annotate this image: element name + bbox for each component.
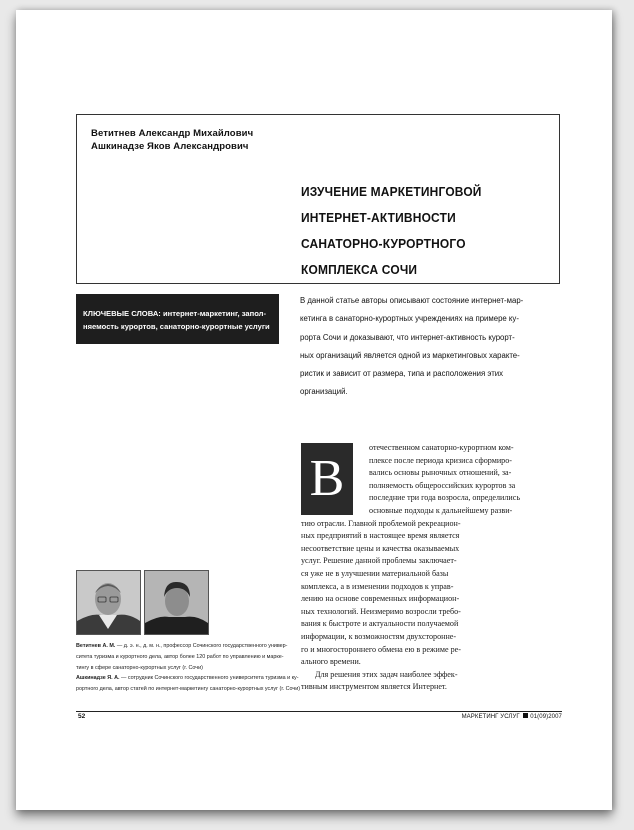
- body-line: вания к быстроте и актуальности получаемой: [301, 619, 459, 629]
- author-name-1: Ветитнев Александр Михайлович: [91, 128, 254, 139]
- abstract: [300, 292, 562, 402]
- article-title: [301, 179, 531, 283]
- body-line: несоответствие цены и качества оказываемых: [301, 543, 460, 553]
- body-line: го и многостороннего обмена ею в режиме ре-: [301, 644, 461, 654]
- body-line: лению на основе современных информацион-: [301, 594, 460, 604]
- keywords-line-1: КЛЮЧЕВЫЕ СЛОВА: интернет-маркетинг, запол-: [83, 309, 267, 318]
- footer-divider: [76, 711, 562, 712]
- bio-author-1-line-3: тингу в сфере санаторно-курортных услуг (г. Сочи): [76, 664, 203, 671]
- title-line-4: КОМПЛЕКСА СОЧИ: [301, 262, 418, 277]
- abstract-line: организаций.: [300, 387, 348, 397]
- bio-author-2-line-1: [76, 673, 299, 684]
- keywords-box: [76, 294, 279, 344]
- bio-author-1-line-2: ситета туризма и курортного дела, автор более 120 работ по управлению и марке-: [76, 653, 284, 660]
- author-names: [91, 127, 253, 153]
- journal-footer: [462, 713, 562, 720]
- abstract-line: ристик и зависит от размера, типа и расположения этих: [300, 369, 504, 379]
- bio-author-1-text: — д. э. н., д. м. н., профессор Сочинского государственного универ-: [115, 643, 288, 649]
- title-line-3: САНАТОРНО-КУРОРТНОГО: [301, 236, 466, 251]
- body-line: тивным инструментом является Интернет.: [301, 682, 447, 692]
- journal-issue: 01(09)2007: [530, 714, 562, 720]
- bio-author-1-name: Ветитнев А. М.: [76, 643, 116, 649]
- abstract-line: кетинга в санаторно-курортных учреждениях на примере ку-: [300, 314, 519, 324]
- author-photo-2: [144, 570, 209, 635]
- body-line: ального времени.: [301, 657, 361, 667]
- body-line: плексе после периода кризиса сформиро-: [369, 455, 512, 465]
- body-line: комплекса, а в изменении подходов к управ-: [301, 581, 454, 591]
- magazine-page: [16, 10, 612, 810]
- abstract-line: В данной статье авторы описывают состояние интернет-мар-: [300, 296, 524, 305]
- title-line-2: ИНТЕРНЕТ-АКТИВНОСТИ: [301, 210, 456, 225]
- body-line: основные подходы к дальнейшему разви-: [369, 505, 513, 515]
- body-line: вались основы рыночных отношений, за-: [369, 468, 512, 478]
- body-line: тию отрасли. Главной проблемой рекреацион-: [301, 518, 461, 528]
- bio-author-1-line-1: [76, 641, 296, 652]
- bio-author-2-text: — сотрудник Сочинского государственного университета туризма и ку-: [119, 675, 299, 682]
- abstract-line: рорта Сочи и доказывают, что интернет-активность курорт-: [300, 332, 515, 342]
- abstract-line: ных организаций является одной из маркетинговых характе-: [300, 350, 520, 360]
- article-header-box: [76, 114, 560, 284]
- body-line: последние три года возросла, определились: [369, 493, 521, 503]
- author-photo-1: [76, 570, 141, 635]
- body-line: отечественном санаторно-курортном ком-: [369, 443, 514, 452]
- page-number: 52: [78, 713, 86, 720]
- bio-author-2-name: Ашкинадзе Я. А.: [76, 675, 120, 682]
- square-bullet-icon: [523, 713, 528, 718]
- body-line: полняемость общероссийских курортов за: [369, 480, 516, 490]
- author-bio: [76, 641, 301, 695]
- body-line: ных технологий. Неизмеримо возросли требо-: [301, 606, 461, 616]
- body-line: Для решения этих задач наиболее эффек-: [315, 669, 458, 679]
- bio-author-2-line-2: рортного дела, автор статей по интернет-маркетингу санаторно-курортных услуг (г. Сочи): [76, 686, 301, 693]
- body-line: услуг. Решение данной проблемы заключает-: [301, 556, 457, 566]
- author-name-2: Ашкинадзе Яков Александрович: [91, 141, 249, 152]
- keywords-line-2: няемость курортов, санаторно-курортные услуги: [83, 322, 270, 331]
- body-line: ных предприятий в настоящее время является: [301, 531, 460, 541]
- body-line: ся уже не в улучшении материальной базы: [301, 568, 449, 578]
- journal-name: МАРКЕТИНГ УСЛУГ: [461, 714, 520, 720]
- drop-cap-letter: В: [301, 443, 353, 515]
- title-line-1: ИЗУЧЕНИЕ МАРКЕТИНГОВОЙ: [301, 184, 482, 199]
- body-line: информации, к возможностям двухстороннe-: [301, 631, 457, 641]
